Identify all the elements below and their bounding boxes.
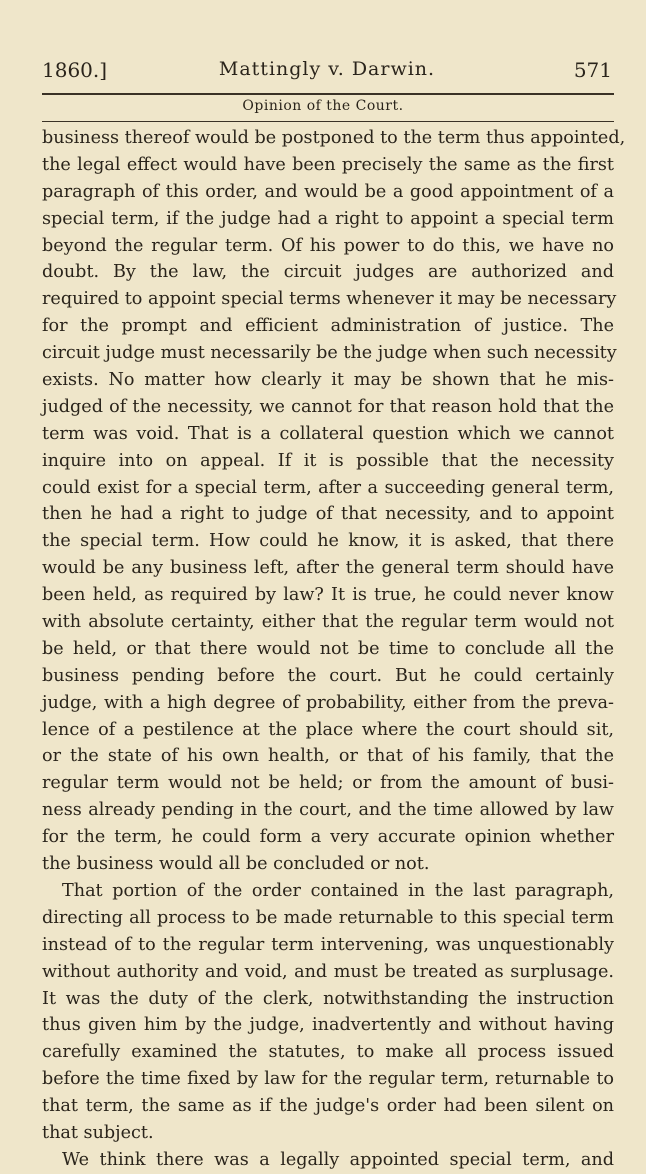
text-line: doubt. By the law, the circuit judges are authorized and — [42, 262, 614, 283]
text-line: paragraph of this order, and would be a good appointment of a — [42, 181, 614, 202]
text-line: carefully examined the statutes, to make all process issued — [42, 1042, 614, 1063]
text-line: It was the duty of the clerk, notwithstanding the instruction — [42, 988, 614, 1009]
paragraph-end-line: that subject. — [42, 1122, 154, 1143]
text-line: required to appoint special terms whenever it may be necessary — [42, 289, 617, 310]
text-line: circuit judge must necessarily be the judge when such necessity — [42, 343, 617, 364]
section-subheading: Opinion of the Court. — [242, 98, 404, 114]
running-head — [42, 58, 612, 88]
text-line: be held, or that there would not be time to conclude all the — [42, 638, 614, 659]
text-line: before the time fixed by law for the regular term, returnable to — [42, 1069, 614, 1090]
text-line: without authority and void, and must be treated as surplusage. — [42, 961, 614, 982]
text-line: could exist for a special term, after a succeeding general term, — [42, 477, 614, 498]
text-line: instead of to the regular term intervening, was unquestionably — [42, 934, 614, 955]
opinion-text — [42, 125, 626, 1174]
text-line: regular term would not be held; or from the amount of busi- — [42, 773, 614, 794]
paragraph-start-line: We think there was a legally appointed special term, and — [62, 1149, 614, 1170]
text-line: beyond the regular term. Of his power to do this, we have no — [42, 235, 614, 256]
header-rule — [42, 93, 614, 95]
text-line: lence of a pestilence at the place where the court should sit, — [42, 719, 614, 740]
text-line: would be any business left, after the general term should have — [42, 558, 614, 579]
text-line: business pending before the court. But he could certainly — [42, 665, 614, 686]
text-line: the special term. How could he know, it is asked, that there — [42, 531, 614, 552]
text-line: exists. No matter how clearly it may be shown that he mis- — [42, 370, 614, 391]
text-line: directing all process to be made returnable to this special term — [42, 907, 614, 928]
text-line: then he had a right to judge of that necessity, and to appoint — [42, 504, 614, 525]
text-line: judge, with a high degree of probability, either from the preva- — [42, 692, 614, 713]
text-line: the legal effect would have been precisely the same as the first — [42, 154, 614, 175]
paragraph-end-line: the business would all be concluded or not. — [42, 854, 430, 875]
text-line: been held, as required by law? It is true, he could never know — [42, 585, 614, 606]
text-line: for the term, he could form a very accurate opinion whether — [42, 827, 614, 848]
header-year: 1860.] — [42, 58, 108, 82]
text-line: that term, the same as if the judge's order had been silent on — [42, 1096, 614, 1117]
text-line: with absolute certainty, either that the regular term would not — [42, 612, 614, 633]
text-line: business thereof would be postponed to the term thus appointed, — [42, 128, 626, 148]
text-line: or the state of his own health, or that of his family, that the — [42, 746, 614, 767]
text-line: term was void. That is a collateral question which we cannot — [42, 423, 614, 444]
paragraph-start-line: That portion of the order contained in the last paragraph, — [62, 880, 614, 901]
text-line: judged of the necessity, we cannot for that reason hold that the — [42, 396, 614, 417]
text-line: thus given him by the judge, inadvertently and without having — [42, 1015, 614, 1036]
header-page-number: 571 — [573, 58, 612, 82]
text-line: special term, if the judge had a right to appoint a special term — [42, 208, 614, 229]
text-line: for the prompt and efficient administration of justice. The — [42, 316, 614, 337]
subheading-rule — [42, 121, 614, 122]
text-line: ness already pending in the court, and the time allowed by law — [42, 800, 614, 821]
header-case-title: Mattingly v. Darwin. — [218, 58, 436, 80]
text-line: inquire into on appeal. If it is possible that the necessity — [42, 450, 614, 471]
